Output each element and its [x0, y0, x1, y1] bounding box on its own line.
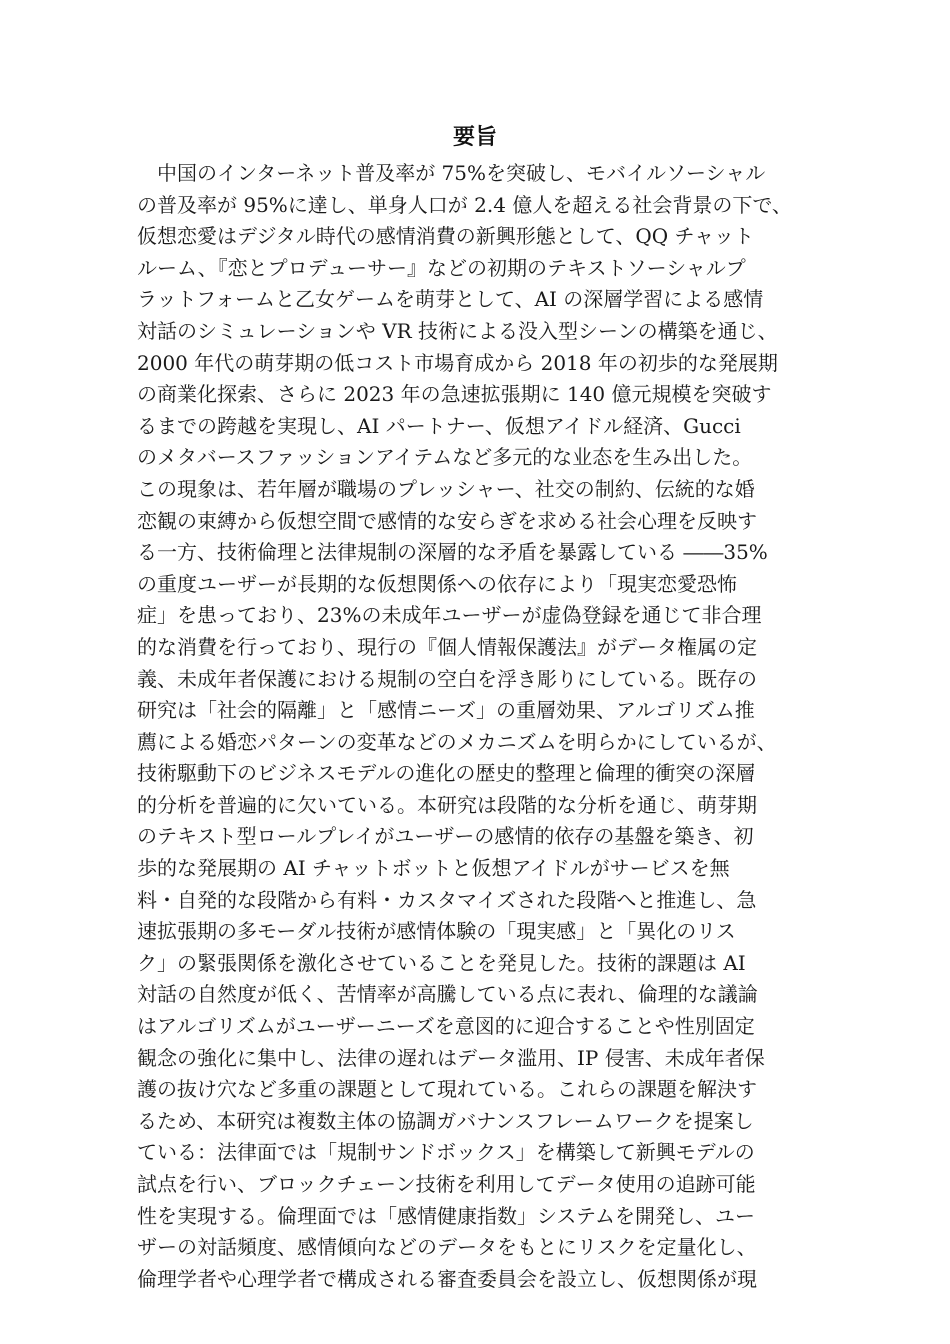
text-line: 義、未成年者保護における規制の空白を浮き彫りにしている。既存の: [137, 666, 757, 691]
text-line: 観念の強化に集中し、法律の遅れはデータ滥用、IP 侵害、未成年者保: [137, 1045, 765, 1070]
text-line: 的な消費を行っており、現行の『個人情報保護法』がデータ権属の定: [137, 634, 757, 659]
text-line: 対話のシミュレーションや VR 技術による没入型シーンの構築を通じ、: [137, 318, 778, 343]
text-line: の普及率が 95%に達し、単身人口が 2.4 億人を超える社会背景の下で、: [137, 192, 792, 217]
text-line: の商業化探索、さらに 2023 年の急速拡張期に 140 億元規模を突破す: [137, 382, 772, 407]
text-line: 技術駆動下のビジネスモデルの進化の歴史的整理と倫理的衝突の深層: [137, 761, 756, 786]
text-line: の重度ユーザーが長期的な仮想関係への依存により「現実恋愛恐怖: [137, 571, 737, 596]
text-line: 恋観の束縛から仮想空間で感情的な安らぎを求める社会心理を反映す: [137, 508, 757, 533]
text-line: るまでの跨越を実現し、AI パートナー、仮想アイドル経済、Gucci: [137, 413, 741, 438]
text-line: 的分析を普遍的に欠いている。本研究は段階的な分析を通じ、萌芽期: [137, 792, 757, 817]
text-line: 歩的な発展期の AI チャットボットと仮想アイドルがサービスを無: [137, 856, 730, 881]
text-line: 速拡張期の多モーダル技術が感情体験の「現実感」と「異化のリス: [137, 919, 736, 944]
text-line: 倫理学者や心理学者で構成される審査委員会を設立し、仮想関係が現: [137, 1266, 757, 1291]
text-line: 試点を行い、ブロックチェーン技術を利用してデータ使用の追跡可能: [137, 1172, 756, 1196]
text-line: のメタバースファッションアイテムなど多元的な业态を生み出した。: [137, 445, 753, 470]
text-line: るため、本研究は複数主体の協調ガバナンスフレームワークを提案し: [137, 1108, 754, 1133]
text-line: ラットフォームと乙女ゲームを萌芽として、AI の深層学習による感情: [137, 287, 764, 312]
text-line: 仮想恋愛はデジタル時代の感情消費の新興形態として、QQ チャット: [137, 224, 754, 249]
text-line: のテキスト型ロールプレイがユーザーの感情的依存の基盤を築き、初: [137, 824, 754, 849]
abstract-body: [137, 158, 857, 1295]
abstract-title: 要旨: [452, 125, 497, 150]
text-line: 性を実現する。倫理面では「感情健康指数」システムを開発し、ユー: [137, 1203, 755, 1228]
text-line: はアルゴリズムがユーザーニーズを意図的に迎合することや性別固定: [137, 1014, 755, 1039]
text-line: 料・自発的な段階から有料・カスタマイズされた段階へと推進し、急: [137, 887, 757, 912]
text-line: 対話の自然度が低く、苦情率が高騰している点に表れ、倫理的な議論: [137, 982, 758, 1007]
text-line: 2000 年代の萌芽期の低コスト市場育成から 2018 年の初歩的な発展期: [137, 350, 778, 375]
text-line: 症」を患っており、23%の未成年ユーザーが虚偽登録を通じて非合理: [137, 603, 762, 628]
text-line: 薦による婚恋パターンの変革などのメカニズムを明らかにしているが、: [137, 729, 777, 754]
text-line: ク」の緊張関係を激化させていることを発見した。技術的課題は AI: [137, 950, 746, 975]
text-line: 護の抜け穴など多重の課題として現れている。これらの課題を解決す: [137, 1077, 757, 1102]
text-line: ルーム、『恋とプロデューサー』などの初期のテキストソーシャルプ: [137, 255, 746, 280]
text-line: ザーの対話頻度、感情傾向などのデータをもとにリスクを定量化し、: [137, 1235, 757, 1260]
text-line: る一方、技術倫理と法律規制の深層的な矛盾を暴露している ――35%: [137, 540, 768, 565]
text-line: ている：法律面では「規制サンドボックス」を構築して新興モデルの: [137, 1140, 755, 1165]
text-line: 中国のインターネット普及率が 75%を突破し、モバイルソーシャル: [137, 161, 766, 185]
text-line: この現象は、若年層が職場のプレッシャー、社交の制約、伝統的な婚: [137, 476, 755, 501]
text-line: 研究は「社会的隔離」と「感情ニーズ」の重層効果、アルゴリズム推: [137, 698, 755, 723]
